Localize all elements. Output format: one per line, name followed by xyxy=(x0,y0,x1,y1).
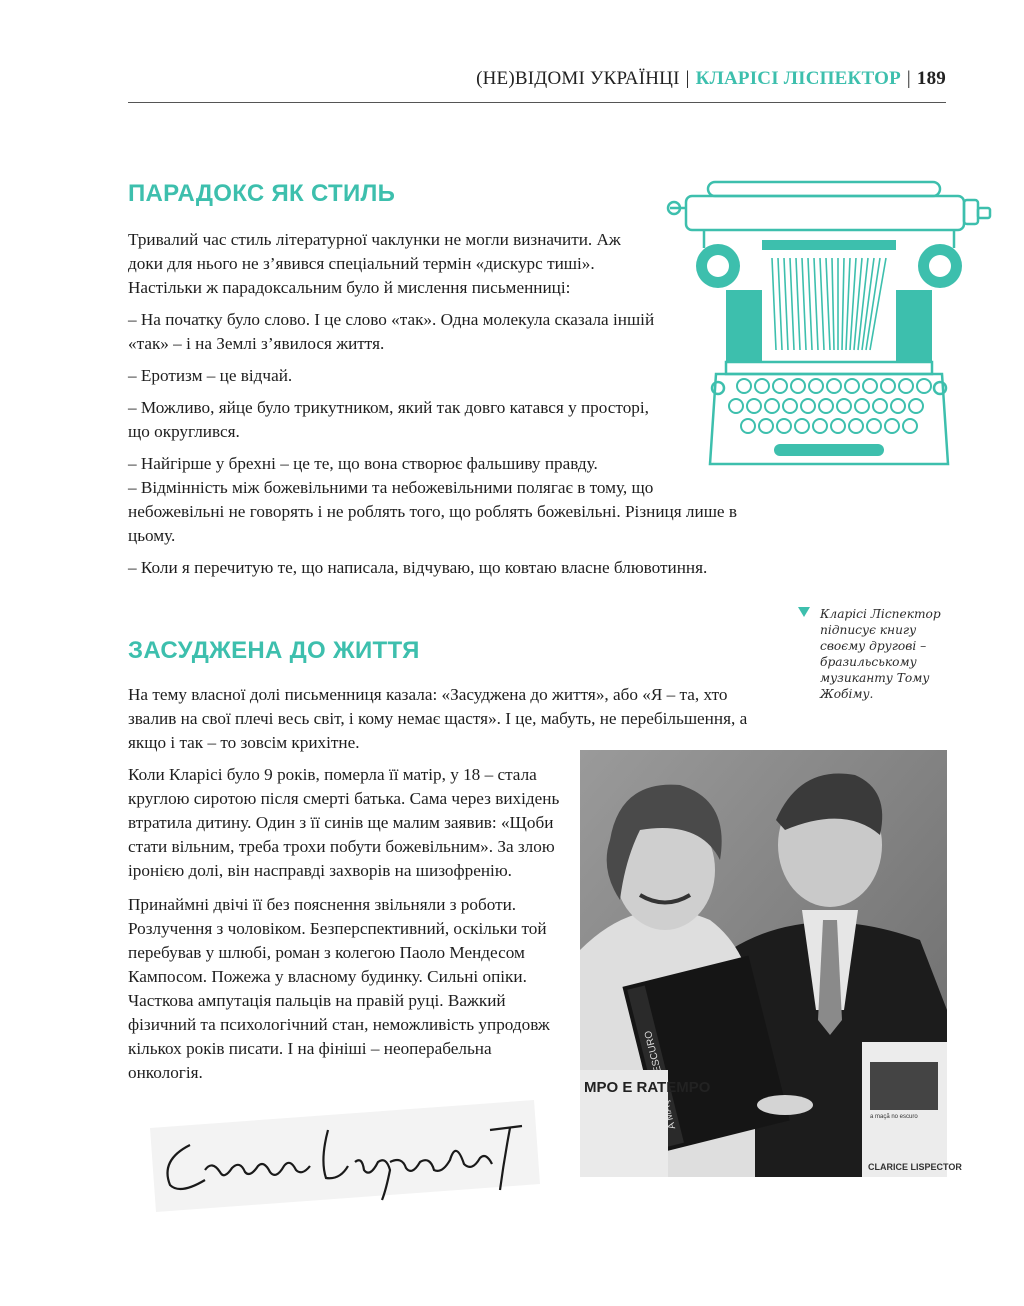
paragraph: Принаймні двічі її без пояснення звільняли з роботи. Розлучення з чоловіком. Безперспективний, оскільки той перебував у шлюбі, роман з колегою Паоло Мендесом Кампосом. Пожежа у власному будинку. Сильні опіки. Часткова ампутація пальців на правій руці. Важкий фізичний та психологічний стан, неможливість упродовж кількох років писати. І на фініші – неоперабельна онкологія. xyxy=(128,895,550,1082)
quote-paragraph: – Еротизм – це відчай. xyxy=(128,366,293,385)
header-section: (НЕ)ВІДОМІ УКРАЇНЦІ xyxy=(476,68,680,89)
paragraph: На тему власної долі письменниця казала: «Засуджена до життя», або «Я – та, хто звалив на свої плечі весь світ, і кому немає щастя». І це, мабуть, не перебільшення, а якщо і так – то зовсім крихітне. xyxy=(128,685,748,752)
running-header xyxy=(128,66,946,103)
handwritten-signature xyxy=(150,1100,540,1212)
paragraph: Коли Кларісі було 9 років, померла її матір, у 18 – стала круглою сиротою після смерті батька. Сама через вихідень втратила дитину. Один з її синів ще малим заявив: «Щоби стати вільним, треба трохи побути божевільним». За злою іронією долі, він насправді захворів на шизофренію. xyxy=(128,765,560,880)
book-spine-text: A ESCURO xyxy=(642,1029,679,1131)
section-heading-sentenced: ЗАСУДЖЕНА ДО ЖИТТЯ xyxy=(128,637,420,664)
section-heading-paradox: ПАРАДОКС ЯК СТИЛЬ xyxy=(128,180,396,207)
quote-paragraph: – Найгірше у брехні – це те, що вона створює фальшиву правду. xyxy=(128,454,598,473)
header-text xyxy=(476,68,946,90)
quote-paragraph: – Відмінність між божевільними та небожевільними полягає в тому, що небожевільні не говорять і не роблять того, що роблять божевільні. Різниця лише в цьому. xyxy=(128,478,737,545)
photo-caption xyxy=(800,606,950,702)
section-2-body xyxy=(128,763,564,1093)
black-white-photo xyxy=(580,750,962,1177)
book-cover-text: MPO E RATEMPO xyxy=(584,1079,711,1096)
caption-text: Кларісі Ліспектор підписує книгу своєму другові – бразильському музиканту Тому Жобіму. xyxy=(820,607,941,701)
quote-paragraph: – Можливо, яйце було трикутником, який так довго катався у просторі, що округлився. xyxy=(128,398,649,441)
paragraph: Тривалий час стиль літературної чаклунки не могли визначити. Аж доки для нього не з’явився спеціальний термін «дискурс тиші». Настільки ж парадоксальним було й мислення письменниці: xyxy=(128,230,621,297)
typewriter-illustration xyxy=(664,178,1002,470)
header-subject-name: КЛАРІСІ ЛІСПЕКТОР xyxy=(695,68,901,89)
header-separator: | xyxy=(685,68,690,89)
section-1-body xyxy=(128,228,658,484)
caption-triangle-icon xyxy=(798,607,810,617)
book-small-title: a maçã no escuro xyxy=(870,1114,918,1120)
section-1-body-wide xyxy=(128,476,753,588)
quote-paragraph: – На початку було слово. І це слово «так». Одна молекула сказала іншій «так» – і на Землі з’явилося життя. xyxy=(128,310,655,353)
book-author-text: CLARICE LISPECTOR xyxy=(868,1162,962,1172)
quote-paragraph: – Коли я перечитую те, що написала, відчуваю, що ковтаю власне блювотиння. xyxy=(128,558,708,577)
header-separator-2: | xyxy=(906,68,911,89)
page-number: 189 xyxy=(916,68,946,89)
